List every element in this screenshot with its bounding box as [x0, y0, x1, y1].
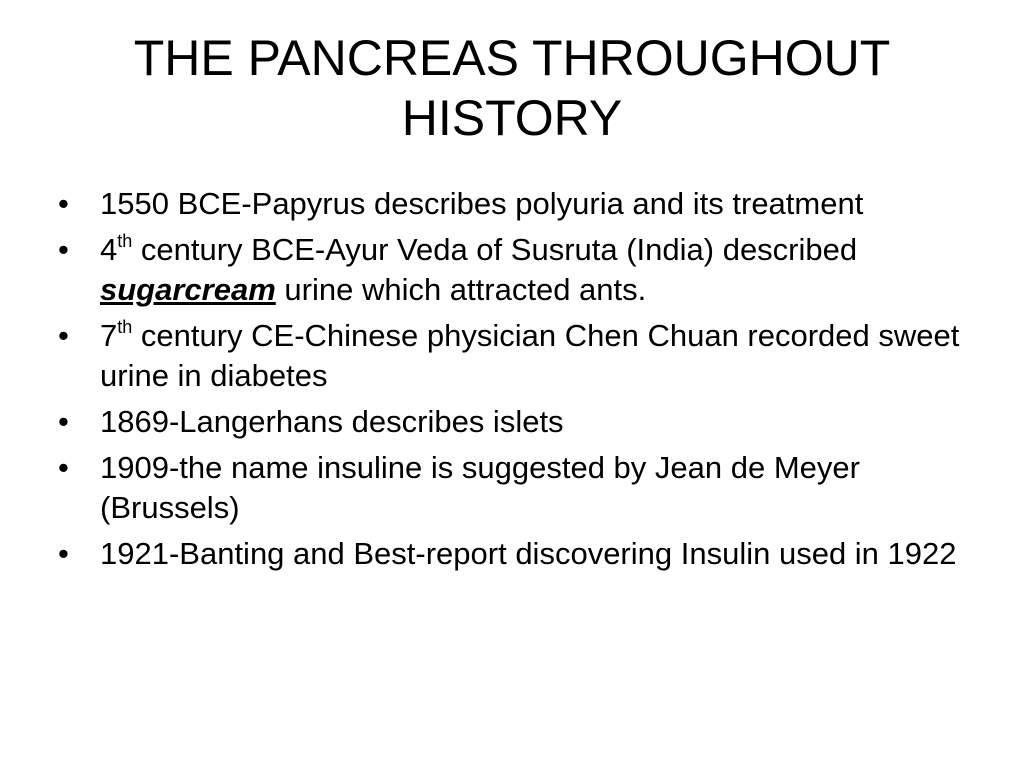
- title-line-2: HISTORY: [401, 90, 623, 146]
- bullet-text-before: century BCE-Ayur Veda of Susruta (India) described: [132, 232, 858, 267]
- bullet-item-4th-century: [58, 230, 978, 310]
- bullet-list: [58, 184, 978, 580]
- bullet-text: 1921-Banting and Best-report discovering Insulin used in 1922: [100, 536, 957, 571]
- bullet-item-1869: [58, 402, 978, 442]
- bullet-icon: •: [58, 186, 69, 221]
- bullet-item-1550-bce: [58, 184, 978, 224]
- bullet-item-1909: [58, 448, 978, 528]
- ordinal-suffix: th: [117, 316, 133, 337]
- bullet-text: 1550 BCE-Papyrus describes polyuria and its treatment: [100, 186, 864, 221]
- bullet-icon: •: [58, 536, 69, 571]
- bullet-number: 7: [100, 318, 118, 353]
- bullet-icon: •: [58, 232, 69, 267]
- bullet-text: century CE-Chinese physician Chen Chuan recorded sweet urine in diabetes: [100, 318, 960, 393]
- bullet-text-after: urine which attracted ants.: [275, 272, 647, 307]
- title-line-1: THE PANCREAS THROUGHOUT: [133, 30, 891, 86]
- bullet-item-1921: [58, 534, 978, 574]
- bullet-text: 1869-Langerhans describes islets: [100, 404, 564, 439]
- ordinal-suffix: th: [117, 230, 133, 251]
- slide-title: [40, 28, 984, 148]
- bullet-icon: •: [58, 318, 69, 353]
- bullet-number: 4: [100, 232, 118, 267]
- bullet-icon: •: [58, 450, 69, 485]
- bullet-text: 1909-the name insuline is suggested by Jean de Meyer (Brussels): [100, 450, 860, 525]
- bullet-icon: •: [58, 404, 69, 439]
- emphasized-term: sugarcream: [100, 272, 276, 307]
- bullet-item-7th-century: [58, 316, 978, 396]
